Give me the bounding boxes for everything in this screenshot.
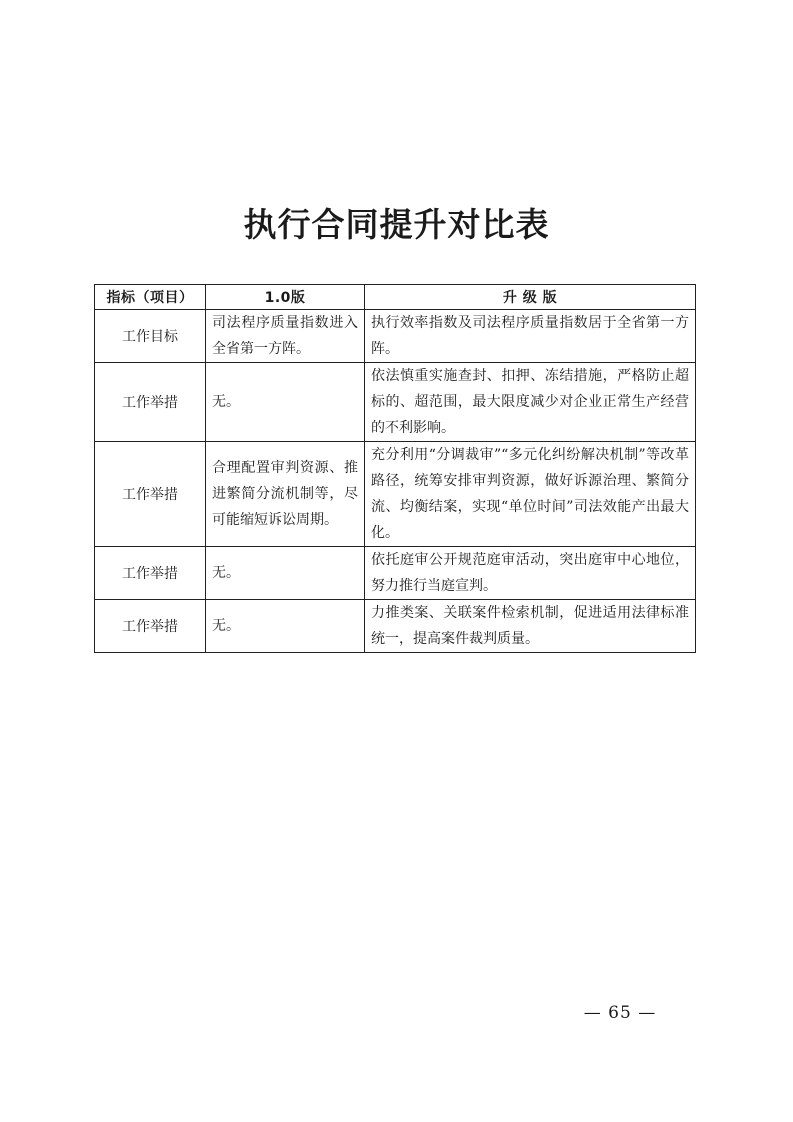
table-row <box>95 547 696 600</box>
header-upgrade: 升 级 版 <box>365 285 696 310</box>
table-row <box>95 600 696 653</box>
cell-upgrade: 充分利用“分调裁审”“多元化纠纷解决机制”等改革路径，统筹安排审判资源，做好诉源治理、繁简分流、均衡结案，实现“单位时间”司法效能产出最大化。 <box>365 442 696 547</box>
cell-upgrade: 执行效率指数及司法程序质量指数居于全省第一方阵。 <box>365 310 696 363</box>
table-row <box>95 442 696 547</box>
cell-version-1: 司法程序质量指数进入全省第一方阵。 <box>206 310 365 363</box>
cell-upgrade: 力推类案、关联案件检索机制，促进适用法律标准统一，提高案件裁判质量。 <box>365 600 696 653</box>
cell-upgrade: 依法慎重实施查封、扣押、冻结措施，严格防止超标的、超范围，最大限度减少对企业正常生产经营的不利影响。 <box>365 363 696 442</box>
cell-upgrade: 依托庭审公开规范庭审活动，突出庭审中心地位，努力推行当庭宣判。 <box>365 547 696 600</box>
cell-indicator: 工作目标 <box>95 310 206 363</box>
cell-indicator: 工作举措 <box>95 442 206 547</box>
table-header-row <box>95 285 696 310</box>
header-version-1: 1.0版 <box>206 285 365 310</box>
page-title: 执行合同提升对比表 <box>243 205 550 244</box>
table-row <box>95 363 696 442</box>
table-row <box>95 310 696 363</box>
header-indicator: 指标（项目） <box>95 285 206 310</box>
page-number: — 65 — <box>583 1003 657 1023</box>
cell-indicator: 工作举措 <box>95 363 206 442</box>
cell-version-1: 合理配置审判资源、推进繁简分流机制等，尽可能缩短诉讼周期。 <box>206 442 365 547</box>
cell-version-1: 无。 <box>206 547 365 600</box>
cell-version-1: 无。 <box>206 363 365 442</box>
cell-version-1: 无。 <box>206 600 365 653</box>
cell-indicator: 工作举措 <box>95 600 206 653</box>
cell-indicator: 工作举措 <box>95 547 206 600</box>
comparison-table <box>94 284 696 653</box>
